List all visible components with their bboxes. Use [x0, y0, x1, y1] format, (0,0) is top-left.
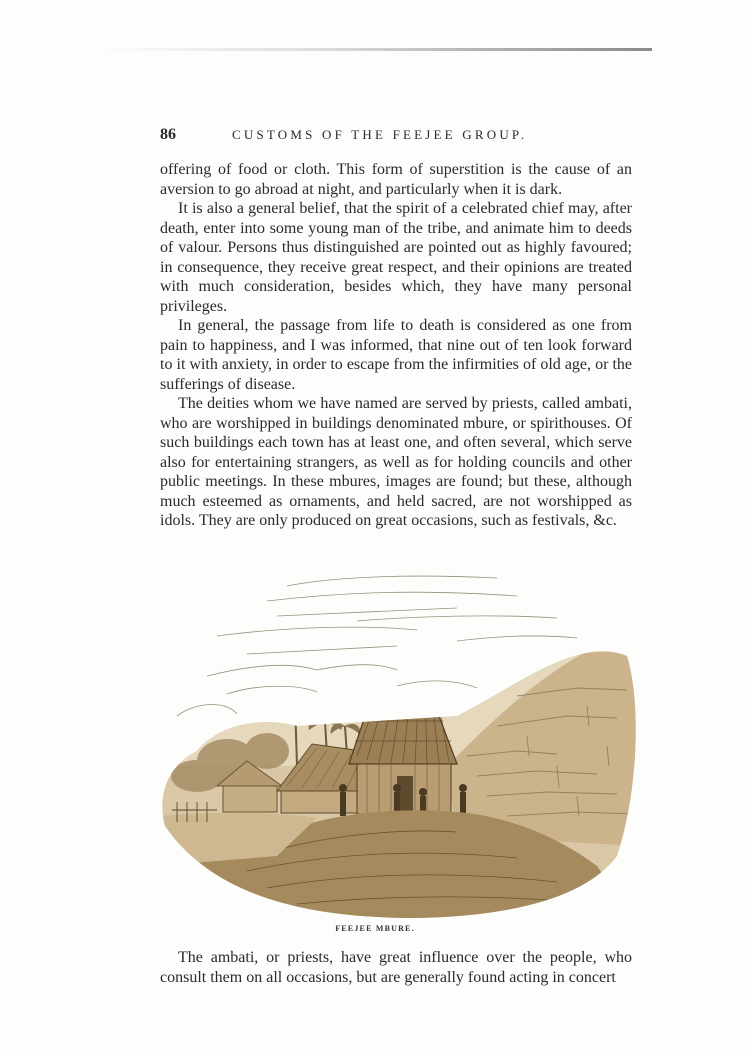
running-head: CUSTOMS OF THE FEEJEE GROUP.	[232, 127, 528, 142]
paragraph-5: The ambati, or priests, have great influence over the people, who consult them on all occasions, but are generally found acting in concert	[160, 949, 632, 986]
bottom-text	[160, 948, 632, 988]
paragraph-2: It is also a general belief, that the spirit of a celebrated chief may, after death, enter into some young man of the tribe, and animate him to deeds of valour. Persons thus distinguished are pointed out as highly favoured; in consequence, they receive great respect, and their opinions are treated with much consideration, besides which, they have many personal privileges.	[160, 200, 632, 315]
paragraph-4: The deities whom we have named are served by priests, called ambati, who are worshipped in buildings denominated mbure, or spirithouses. Of such buildings each town has at least one, and often several, which serve also for entertaining strangers, as well as for holding councils and other public meetings. In these mbures, images are found; but these, although much esteemed as ornaments, and held sacred, are not worshipped as idols. They are only produced on great occasions, such as festivals, &c.	[160, 395, 632, 529]
mbure-engraving	[157, 566, 639, 926]
paragraph-1: offering of food or cloth. This form of superstition is the cause of an aversion to go abroad at night, and particularly when it is dark.	[160, 161, 632, 198]
scan-edge	[100, 48, 652, 51]
page-number: 86	[160, 126, 176, 143]
paragraph-3: In general, the passage from life to death is considered as one from pain to happiness, and I was informed, that nine out of ten look forward to it with anxiety, in order to escape from the infirmities of old age, or the sufferings of disease.	[160, 317, 632, 393]
body-text	[160, 160, 632, 531]
page-header	[160, 126, 632, 148]
figure-caption: FEEJEE MBURE.	[335, 924, 415, 933]
